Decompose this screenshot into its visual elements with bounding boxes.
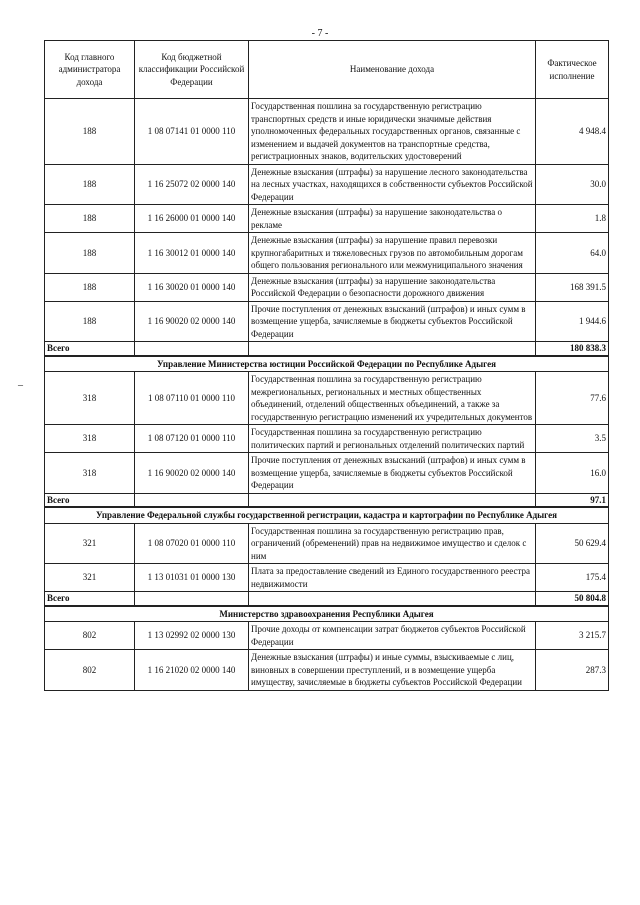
total-label: Всего [45,342,135,356]
budget-code-cell: 1 08 07120 01 0000 110 [135,425,249,453]
amount-cell: 175.4 [536,564,609,592]
total-empty-cell [135,592,249,606]
table-header-row [45,41,609,99]
budget-code-cell: 1 08 07110 01 0000 110 [135,372,249,425]
header-code: Код бюджетной классификации Российской Федерации [135,41,249,99]
table-row [45,523,609,564]
table-row [45,650,609,691]
table-row [45,622,609,650]
section-header-row [45,606,609,622]
total-label: Всего [45,493,135,507]
total-empty-cell [135,493,249,507]
amount-cell: 3 215.7 [536,622,609,650]
amount-cell: 30.0 [536,164,609,205]
revenue-name-cell: Денежные взыскания (штрафы) за нарушение лесного законодательства на лесных участках, находящихся в собственности субъектов Российской Федерации [249,164,536,205]
section-header-row [45,507,609,523]
amount-cell: 3.5 [536,425,609,453]
total-empty-cell [135,342,249,356]
budget-code-cell: 1 13 01031 01 0000 130 [135,564,249,592]
amount-cell: 1 944.6 [536,301,609,342]
admin-code-cell: 321 [45,564,135,592]
table-row [45,301,609,342]
revenue-name-cell: Государственная пошлина за государственную регистрацию политических партий и региональных отделений политических партий [249,425,536,453]
total-empty-cell [249,493,536,507]
revenue-name-cell: Государственная пошлина за государственную регистрацию прав, ограничений (обременений) прав на недвижимое имущество и сделок с ним [249,523,536,564]
revenue-name-cell: Денежные взыскания (штрафы) за нарушение законодательства Российской Федерации о безопасности дорожного движения [249,273,536,301]
amount-cell: 77.6 [536,372,609,425]
amount-cell: 168 391.5 [536,273,609,301]
budget-code-cell: 1 13 02992 02 0000 130 [135,622,249,650]
revenue-name-cell: Плата за предоставление сведений из Единого государственного реестра недвижимости [249,564,536,592]
budget-code-cell: 1 16 25072 02 0000 140 [135,164,249,205]
section-title: Министерство здравоохранения Республики Адыгея [45,606,609,622]
table-row [45,425,609,453]
revenue-name-cell: Прочие поступления от денежных взысканий (штрафов) и иных сумм в возмещение ущерба, зачисляемые в бюджеты субъектов Российской Федерации [249,453,536,494]
header-amount: Фактическое исполнение [536,41,609,99]
table-row [45,273,609,301]
admin-code-cell: 188 [45,99,135,165]
amount-cell: 4 948.4 [536,99,609,165]
admin-code-cell: 321 [45,523,135,564]
margin-dash: – [18,380,23,391]
budget-code-cell: 1 16 26000 01 0000 140 [135,205,249,233]
total-amount: 50 804.8 [536,592,609,606]
admin-code-cell: 318 [45,372,135,425]
table-row [45,164,609,205]
amount-cell: 50 629.4 [536,523,609,564]
revenue-name-cell: Денежные взыскания (штрафы) и иные суммы, взыскиваемые с лиц, виновных в совершении преступлений, и в возмещение ущерба имуществу, зачисляемые в бюджеты субъектов Российской Федерации [249,650,536,691]
amount-cell: 64.0 [536,233,609,274]
total-row [45,592,609,606]
admin-code-cell: 318 [45,425,135,453]
admin-code-cell: 188 [45,164,135,205]
revenue-name-cell: Государственная пошлина за государственную регистрацию межрегиональных, региональных и местных общественных объединений, отделений общественных объединений, а также за государственную регистрацию изменений их учредительных документов [249,372,536,425]
table-row [45,99,609,165]
table-row [45,372,609,425]
revenue-name-cell: Прочие поступления от денежных взысканий (штрафов) и иных сумм в возмещение ущерба, зачисляемые в бюджеты субъектов Российской Федерации [249,301,536,342]
amount-cell: 1.8 [536,205,609,233]
revenue-table [44,40,609,691]
admin-code-cell: 188 [45,205,135,233]
budget-code-cell: 1 16 90020 02 0000 140 [135,301,249,342]
section-title: Управление Министерства юстиции Российской Федерации по Республике Адыгея [45,356,609,372]
total-row [45,342,609,356]
table-row [45,564,609,592]
amount-cell: 16.0 [536,453,609,494]
admin-code-cell: 188 [45,233,135,274]
revenue-name-cell: Государственная пошлина за государственную регистрацию транспортных средств и иные юридически значимые действия уполномоченных федеральных государственных органов, связанные с изменением и выдачей документов на транспортные средства, регистрационных знаков, водительских удостоверений [249,99,536,165]
total-amount: 97.1 [536,493,609,507]
revenue-name-cell: Прочие доходы от компенсации затрат бюджетов субъектов Российской Федерации [249,622,536,650]
budget-code-cell: 1 08 07141 01 0000 110 [135,99,249,165]
revenue-name-cell: Денежные взыскания (штрафы) за нарушение законодательства о рекламе [249,205,536,233]
admin-code-cell: 318 [45,453,135,494]
table-row [45,453,609,494]
section-title: Управление Федеральной службы государственной регистрации, кадастра и картографии по Республике Адыгея [45,507,609,523]
table-body [45,99,609,691]
budget-code-cell: 1 16 30012 01 0000 140 [135,233,249,274]
table-row [45,233,609,274]
total-label: Всего [45,592,135,606]
total-empty-cell [249,342,536,356]
section-header-row [45,356,609,372]
admin-code-cell: 802 [45,650,135,691]
table-row [45,205,609,233]
budget-code-cell: 1 16 90020 02 0000 140 [135,453,249,494]
revenue-name-cell: Денежные взыскания (штрафы) за нарушение правил перевозки крупногабаритных и тяжеловесных грузов по автомобильным дорогам общего пользования регионального или межмуниципального значения [249,233,536,274]
total-empty-cell [249,592,536,606]
page-number: - 7 - [311,28,329,39]
budget-code-cell: 1 16 21020 02 0000 140 [135,650,249,691]
header-name: Наименование дохода [249,41,536,99]
budget-code-cell: 1 08 07020 01 0000 110 [135,523,249,564]
total-amount: 180 838.3 [536,342,609,356]
amount-cell: 287.3 [536,650,609,691]
total-row [45,493,609,507]
header-admin: Код главного администратора дохода [45,41,135,99]
admin-code-cell: 188 [45,273,135,301]
admin-code-cell: 802 [45,622,135,650]
admin-code-cell: 188 [45,301,135,342]
budget-code-cell: 1 16 30020 01 0000 140 [135,273,249,301]
